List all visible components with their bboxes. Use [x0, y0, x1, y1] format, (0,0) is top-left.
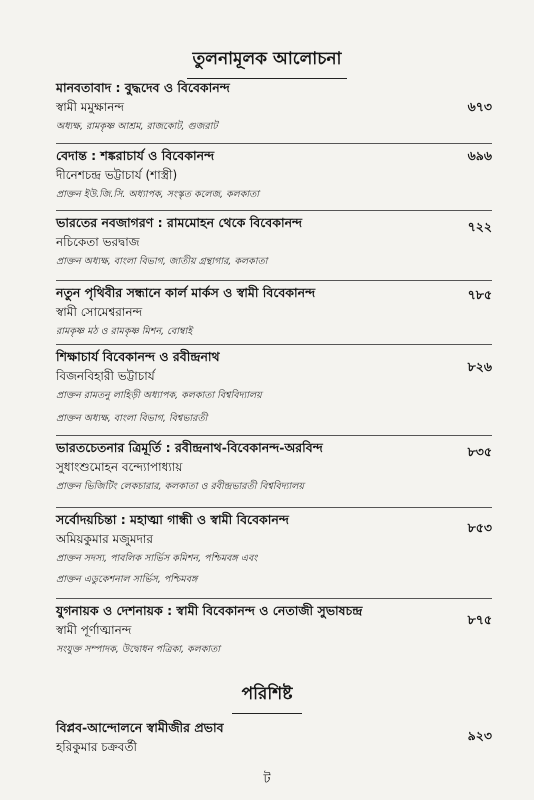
entry-title: সর্বোদয়চিন্তা : মহাত্মা গান্ধী ও স্বামী বিবেকানন্দ	[56, 512, 289, 527]
entry-affiliation: প্রাক্তন অধ্যক্ষ, বাংলা বিভাগ, জাতীয় গ্রন্থাগার, কলকাতা	[56, 256, 268, 267]
entry-page-number: ৯২৩	[467, 728, 492, 743]
toc-entry	[56, 603, 492, 656]
entry-affiliation: রামকৃষ্ণ মঠ ও রামকৃষ্ণ মিশন, বোম্বাই	[56, 326, 193, 337]
entry-affiliation: সংযুক্ত সম্পাদক, উদ্বোধন পত্রিকা, কলকাতা	[56, 644, 221, 655]
entry-title: মানবতাবাদ : বুদ্ধদেব ও বিবেকানন্দ	[56, 80, 230, 95]
entry-page-number: ৭২২	[467, 219, 492, 234]
entry-author: স্বামী সোমেশ্বরানন্দ	[56, 305, 143, 319]
entry-divider	[56, 507, 492, 508]
entry-affiliation: অধ্যক্ষ, রামকৃষ্ণ আশ্রম, রাজকোট, গুজরাট	[56, 121, 218, 132]
entry-divider	[56, 280, 492, 281]
entry-affiliation: প্রাক্তন ইউ.জি.সি. অধ্যাপক, সংস্কৃত কলেজ, কলকাতা	[56, 189, 260, 200]
entry-divider	[56, 210, 492, 211]
entry-divider	[56, 435, 492, 436]
entry-affiliation: প্রাক্তন এডুকেশনাল সার্ভিস, পশ্চিমবঙ্গ	[56, 574, 198, 585]
section-heading	[0, 46, 534, 79]
appendix-entry	[56, 720, 492, 755]
entry-page-number: ৮৫৩	[467, 520, 492, 535]
entry-page-number: ৭৮৫	[467, 287, 492, 302]
heading-underline	[187, 78, 347, 79]
entry-author: অমিয়কুমার মজুমদার	[56, 532, 153, 546]
entry-divider	[56, 143, 492, 144]
entry-affiliation: প্রাক্তন সদস্য, পাবলিক সার্ভিস কমিশন, পশ্চিমবঙ্গ এবং	[56, 553, 258, 564]
entry-divider	[56, 344, 492, 345]
entry-author: দীনেশচন্দ্র ভট্টাচার্য (শাস্ত্রী)	[56, 168, 178, 182]
toc-entry	[56, 512, 492, 586]
entry-title: যুগনায়ক ও দেশনায়ক : স্বামী বিবেকানন্দ ও নেতাজী সুভাষচন্দ্র	[56, 603, 363, 618]
entry-page-number: ৬৯৬	[467, 148, 492, 163]
entry-author: নচিকেতা ভরদ্বাজ	[56, 235, 140, 249]
entry-title: ভারতচেতনার ত্রিমূর্তি : রবীন্দ্রনাথ-বিবেকানন্দ-অরবিন্দ	[56, 440, 323, 455]
appendix-heading-underline	[232, 713, 302, 714]
entry-page-number: ৮৩৫	[467, 444, 492, 459]
entry-divider	[56, 598, 492, 599]
entry-author: স্বামী পূর্ণাত্মানন্দ	[56, 623, 132, 637]
entry-affiliation: প্রাক্তন রামতনু লাহিড়ী অধ্যাপক, কলকাতা বিশ্ববিদ্যালয়	[56, 390, 262, 401]
entry-title: ভারতের নবজাগরণ : রামমোহন থেকে বিবেকানন্দ	[56, 215, 303, 230]
appendix-heading	[0, 681, 534, 714]
page-folio: ট	[263, 772, 271, 787]
toc-entry	[56, 215, 492, 268]
section-heading-text: তুলনামূলক আলোচনা	[192, 49, 342, 69]
entry-author: হরিকুমার চক্রবর্তী	[56, 740, 137, 754]
entry-page-number: ৮২৬	[467, 359, 492, 374]
entry-title: বিপ্লব-আন্দোলনে স্বামীজীর প্রভাব	[56, 720, 224, 735]
entry-affiliation: প্রাক্তন অধ্যক্ষ, বাংলা বিভাগ, বিশ্বভারতী	[56, 413, 208, 424]
toc-entry	[56, 80, 492, 133]
entry-title: নতুন পৃথিবীর সন্ধানে কার্ল মার্কস ও স্বামী বিবেকানন্দ	[56, 285, 316, 300]
entry-title: শিক্ষাচার্য বিবেকানন্দ ও রবীন্দ্রনাথ	[56, 349, 220, 364]
entry-author: সুধাংশুমোহন বন্দ্যোপাধ্যায়	[56, 460, 183, 474]
toc-entry	[56, 440, 492, 493]
entry-title: বেদান্ত : শঙ্করাচার্য ও বিবেকানন্দ	[56, 148, 215, 163]
entry-page-number: ৬৭৩	[467, 99, 492, 114]
entry-author: বিজনবিহারী ভট্টাচার্য	[56, 369, 155, 383]
entry-page-number: ৮৭৫	[467, 612, 492, 627]
toc-entry	[56, 148, 492, 201]
entry-affiliation: প্রাক্তন ভিজিটিং লেকচারার, কলকাতা ও রবীন্দ্রভারতী বিশ্ববিদ্যালয়	[56, 481, 304, 492]
toc-entry	[56, 349, 492, 425]
appendix-heading-text: পরিশিষ্ট	[241, 684, 293, 704]
toc-entry	[56, 285, 492, 338]
entry-author: স্বামী মমুক্ষানন্দ	[56, 100, 125, 114]
